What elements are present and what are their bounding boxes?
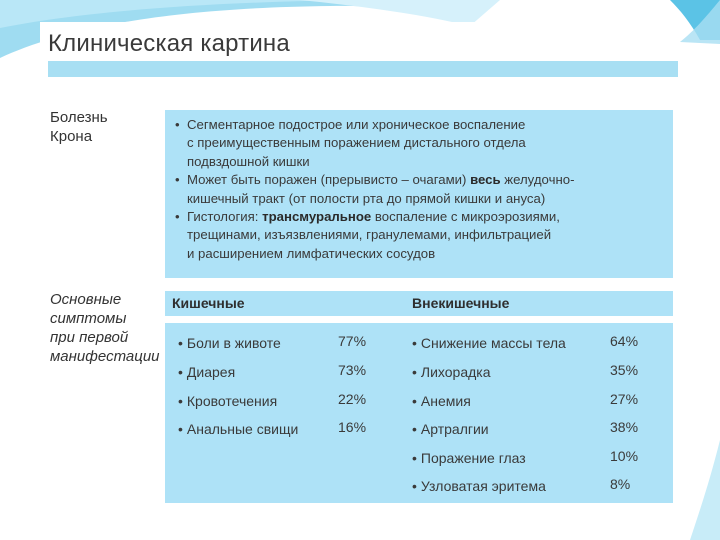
crohn-bullet-1-line1: Сегментарное подострое или хроническое воспаление — [187, 117, 526, 132]
crohn-bullet-3-post: воспаление с микроэрозиями, — [371, 209, 560, 225]
extraintestinal-item-2-pct: 35% — [610, 362, 639, 378]
extraintestinal-item-1: • Снижение массы тела — [412, 335, 566, 351]
extraintestinal-item-1-name: Снижение массы тела — [420, 335, 566, 351]
intestinal-item-3-name: Кровотечения — [186, 393, 278, 409]
intestinal-item-3-pct: 22% — [338, 391, 367, 407]
symptoms-label-line3: при первой — [50, 329, 129, 346]
intestinal-item-2-name: Диарея — [186, 364, 236, 380]
crohn-bullet-2-line2: кишечный тракт (от полости рта до прямой кишки и ануса) — [187, 190, 546, 206]
crohn-bullet-3-pre: Гистология: — [187, 209, 263, 225]
crohn-bullet-2 — [175, 171, 665, 208]
symptoms-label-line4: манифестации — [50, 348, 160, 365]
crohn-bullet-3-line3: и расширением лимфатических сосудов — [187, 245, 436, 261]
extraintestinal-item-4-name: Артралгии — [420, 421, 489, 437]
crohn-label — [50, 108, 108, 146]
symptoms-label — [50, 290, 160, 366]
crohn-bullet-2-pre: Может быть поражен (прерывисто – очагами) — [187, 172, 471, 188]
extraintestinal-item-5-pct: 10% — [610, 448, 639, 464]
intestinal-item-4-pct: 16% — [338, 419, 367, 435]
intestinal-header: Кишечные — [172, 295, 245, 311]
intestinal-item-1-name: Боли в животе — [186, 335, 281, 351]
extraintestinal-item-2-name: Лихорадка — [420, 364, 491, 380]
extraintestinal-item-6-pct: 8% — [610, 476, 631, 492]
intestinal-item-1: • Боли в животе — [178, 335, 281, 351]
extraintestinal-item-5-name: Поражение глаз — [420, 450, 526, 466]
crohn-bullet-1-line2: с преимущественным поражением дистального отдела — [187, 135, 526, 151]
extraintestinal-item-4-pct: 38% — [610, 419, 639, 435]
crohn-description-box — [165, 110, 673, 278]
intestinal-item-2: • Диарея — [178, 364, 236, 380]
crohn-bullet-list — [165, 110, 673, 263]
intestinal-item-1-pct: 77% — [338, 333, 367, 349]
extraintestinal-item-5: • Поражение глаз — [412, 450, 526, 466]
crohn-label-line2: Крона — [50, 128, 93, 145]
symptoms-label-line1: Основные — [50, 291, 122, 308]
intestinal-item-4: • Анальные свищи — [178, 421, 299, 437]
crohn-bullet-1 — [175, 116, 665, 171]
crohn-bullet-2-bold: весь — [470, 172, 501, 188]
crohn-bullet-3-line2: трещинами, изъязвлениями, гранулемами, инфильтрацией — [187, 227, 552, 243]
extraintestinal-item-3: • Анемия — [412, 393, 471, 409]
symptoms-header-row — [165, 291, 673, 316]
title-underline-bar — [48, 61, 678, 77]
extraintestinal-item-6-name: Узловатая эритема — [420, 478, 546, 494]
extraintestinal-header: Внекишечные — [412, 295, 510, 311]
extraintestinal-item-6: • Узловатая эритема — [412, 478, 546, 494]
crohn-label-line1: Болезнь — [50, 109, 108, 126]
extraintestinal-item-3-pct: 27% — [610, 391, 639, 407]
crohn-bullet-2-post: желудочно- — [500, 172, 575, 188]
extraintestinal-item-2: • Лихорадка — [412, 364, 491, 380]
symptoms-table-box — [165, 323, 673, 503]
extraintestinal-item-3-name: Анемия — [420, 393, 471, 409]
extraintestinal-item-4: • Артралгии — [412, 421, 489, 437]
page-title: Клиническая картина — [48, 30, 290, 57]
intestinal-item-2-pct: 73% — [338, 362, 367, 378]
symptoms-label-line2: симптомы — [50, 310, 127, 327]
intestinal-item-3: • Кровотечения — [178, 393, 278, 409]
crohn-bullet-3 — [175, 208, 665, 263]
extraintestinal-item-1-pct: 64% — [610, 333, 639, 349]
crohn-bullet-3-bold: трансмуральное — [262, 209, 372, 225]
crohn-bullet-1-line3: подвздошной кишки — [187, 153, 310, 169]
intestinal-item-4-name: Анальные свищи — [186, 421, 299, 437]
